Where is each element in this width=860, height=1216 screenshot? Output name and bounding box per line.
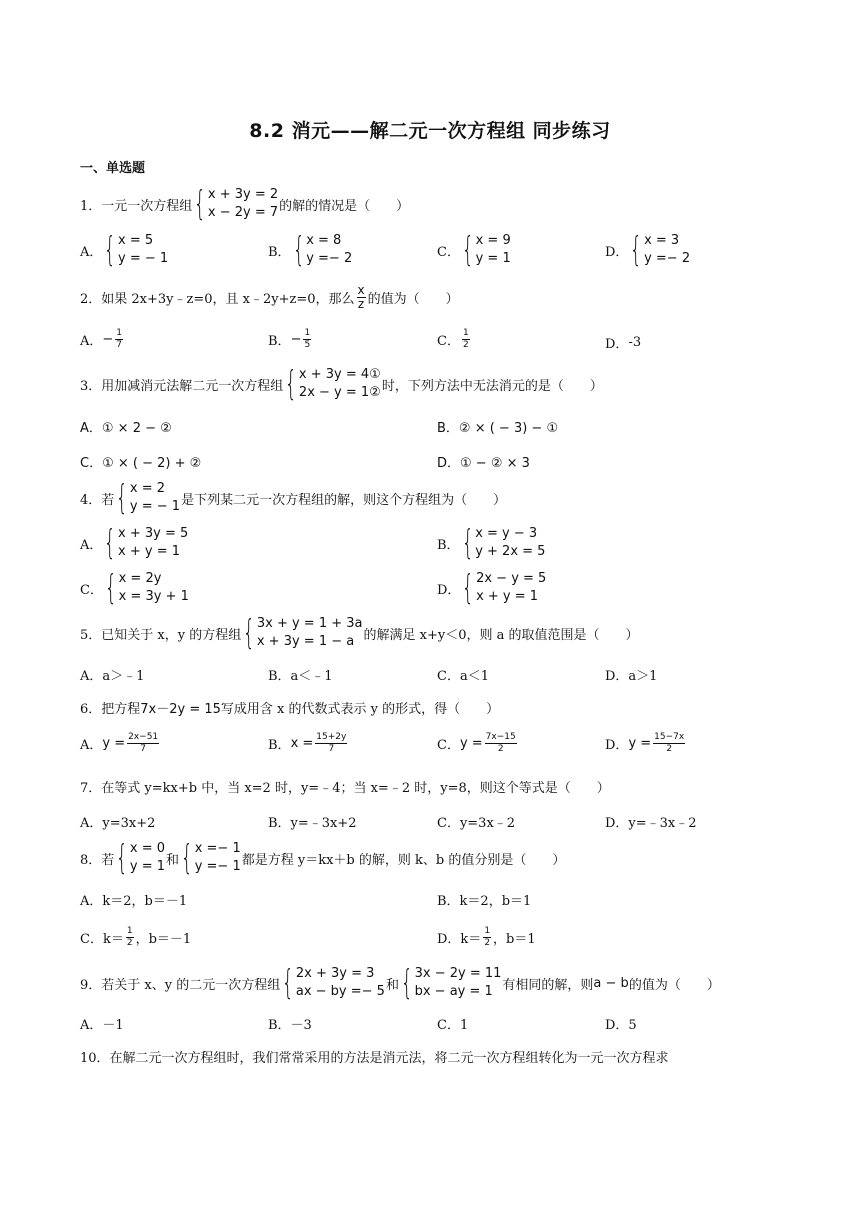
option-a[interactable]: A．y=3x+2 — [80, 816, 156, 831]
question-text: 的解的情况是（ ） — [279, 198, 410, 214]
option-d[interactable]: D．5 — [605, 1018, 637, 1033]
question-3: 3．用加减消元法解二元一次方程组 { x + 3y = 4① 2x − y = 1② 时，下列方法中无法消元的是（ ） — [80, 364, 603, 404]
option-c[interactable]: C． y = $\frac{7x-15}{2}$ — [437, 732, 516, 754]
question-2: 2．如果 2x+3y﹣z=0，且 x﹣2y+z=0，那么 $\frac{x}{z}$ 的值为（ ） — [80, 283, 459, 311]
option-b[interactable]: B．k＝2，b＝1 — [437, 894, 532, 909]
option-b[interactable]: B． − $\frac{1}{5}$ — [268, 328, 311, 350]
option-b[interactable]: B． { x = y − 3 y + 2x = 5 — [437, 523, 546, 563]
option-b[interactable]: B． x = $\frac{15+2y}{7}$ — [268, 732, 347, 754]
page-title: 8.2 消元——解二元一次方程组 同步练习 — [249, 120, 611, 142]
option-d[interactable]: D． y = $\frac{15-7x}{2}$ — [605, 732, 685, 754]
section-heading: 一、单选题 — [80, 161, 146, 176]
option-a[interactable]: A． { x = 5 y = − 1 — [80, 230, 169, 270]
option-a[interactable]: A． − $\frac{1}{7}$ — [80, 328, 123, 350]
equation-system: { x + 3y = 2 x − 2y = 7 — [194, 184, 279, 224]
option-c[interactable]: C． $\frac{1}{2}$ — [437, 328, 469, 350]
option-b[interactable]: B．y=﹣3x+2 — [268, 816, 357, 831]
option-a[interactable]: A．－1 — [80, 1018, 124, 1033]
option-a[interactable]: A．① × 2 − ② — [80, 421, 172, 436]
option-b[interactable]: B．a＜﹣1 — [268, 669, 333, 684]
question-6: 6．把方程 7x－2y = 15 写成用含 x 的代数式表示 y 的形式，得（ ） — [80, 702, 500, 717]
question-1 — [80, 186, 409, 222]
fraction: $\frac{x}{z}$ — [357, 283, 365, 311]
option-b[interactable]: B．－3 — [268, 1018, 312, 1033]
question-5: 5．已知关于 x，y 的方程组 { 3x + y = 1 + 3a x + 3y = 1 − a 的解满足 x+y＜0，则 a 的取值范围是（ ） — [80, 613, 639, 653]
option-c[interactable]: C．y=3x﹣2 — [437, 816, 516, 831]
option-a[interactable]: A． { x + 3y = 5 x + y = 1 — [80, 523, 189, 563]
option-c[interactable]: C． { x = 9 y = 1 — [437, 230, 511, 270]
question-10: 10．在解二元一次方程组时，我们常常采用的方法是消元法，将二元一次方程组转化为一元一次方程求 — [80, 1051, 669, 1066]
option-d[interactable]: D．a＞1 — [605, 669, 658, 684]
option-c[interactable]: C．k＝ $\frac{1}{2}$ ，b＝－1 — [80, 926, 192, 948]
option-d[interactable]: D． { 2x − y = 5 x + y = 1 — [437, 568, 547, 608]
option-d[interactable]: D． -3 — [605, 335, 642, 352]
option-b[interactable]: B． { x = 8 y =− 2 — [268, 230, 353, 270]
option-c[interactable]: C．1 — [437, 1018, 469, 1033]
option-d[interactable]: D．y=﹣3x﹣2 — [605, 816, 697, 831]
option-c[interactable]: C． { x = 2y x = 3y + 1 — [80, 568, 189, 608]
option-d[interactable]: D．k＝ $\frac{1}{2}$ ，b＝1 — [437, 926, 536, 948]
option-a[interactable]: A．k＝2，b＝－1 — [80, 894, 188, 909]
option-d[interactable]: D．① − ② × 3 — [437, 456, 530, 471]
option-d[interactable]: D． { x = 3 y =− 2 — [605, 230, 691, 270]
question-4: 4．若 { x = 2 y = − 1 是下列某二元一次方程组的解，则这个方程组为（ ） — [80, 478, 507, 518]
question-9: 9．若关于 x、y 的二元一次方程组 { 2x + 3y = 3 ax − by =− 5 和 { 3x − 2y = 11 bx − ay = 1 有相同的解，则 a − b 的值为（ ） — [80, 963, 720, 1003]
question-8: 8．若 { x = 0 y = 1 和 { x =− 1 y =− 1 都是方程 y＝kx＋b 的解，则 k、b 的值分别是（ ） — [80, 838, 566, 878]
question-text: 1．一元一次方程组 — [80, 198, 193, 214]
option-a[interactable]: A．a＞﹣1 — [80, 669, 145, 684]
question-7: 7．在等式 y=kx+b 中，当 x=2 时，y=﹣4；当 x=﹣2 时，y=8，则这个等式是（ ） — [80, 781, 610, 796]
option-b[interactable]: B．② × ( − 3) − ① — [437, 421, 559, 436]
option-c[interactable]: C．① × ( − 2) + ② — [80, 456, 202, 471]
option-c[interactable]: C．a＜1 — [437, 669, 489, 684]
option-a[interactable]: A． y = $\frac{2x-51}{7}$ — [80, 732, 159, 754]
